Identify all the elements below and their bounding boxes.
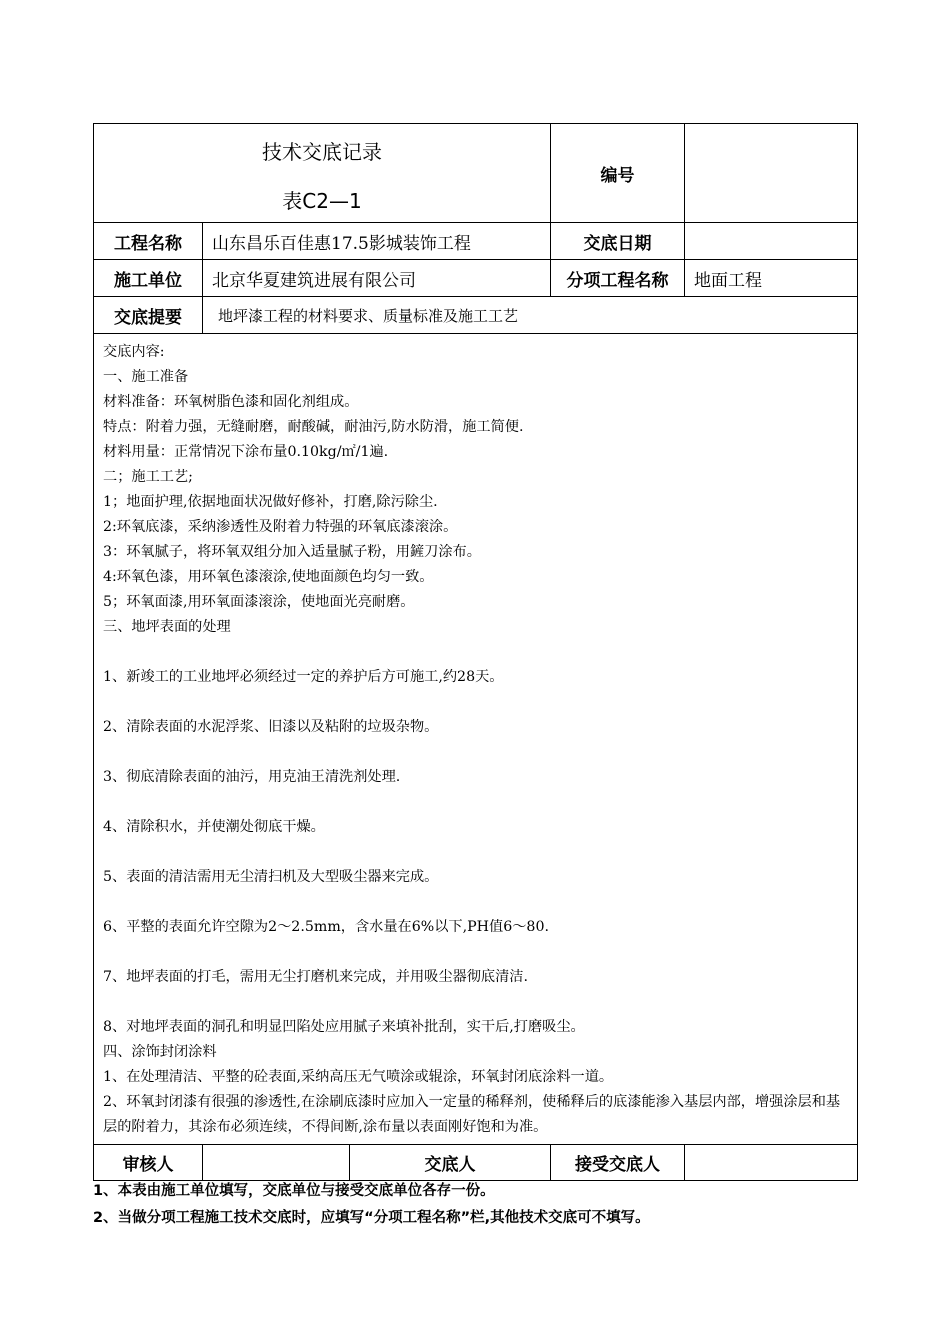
content-line <box>103 640 849 665</box>
content-line: 3：环氧腻子，将环氧双组分加入适量腻子粉，用鏟刀涂布。 <box>103 544 481 560</box>
date-label: 交底日期 <box>551 223 685 260</box>
reviewer-field[interactable] <box>203 1145 350 1181</box>
date-field[interactable] <box>685 223 858 260</box>
content-line: 四、涂饰封闭涂料 <box>103 1044 217 1060</box>
briefing-content <box>94 334 858 1145</box>
content-line: 材料用量：正常情况下涂布量0.10kg/㎡/1遍. <box>103 444 389 460</box>
contractor-value[interactable]: 北京华夏建筑进展有限公司 <box>203 260 551 297</box>
number-label: 编号 <box>551 124 685 223</box>
receiver-label: 接受交底人 <box>551 1145 685 1181</box>
content-line: 4:环氧色漆，用环氧色漆滚涂,使地面颜色均匀一致。 <box>103 569 434 585</box>
content-line: 4、清除积水，并使潮处彻底干燥。 <box>103 819 325 835</box>
summary-value[interactable]: 地坪漆工程的材料要求、质量标准及施工工艺 <box>203 297 858 334</box>
content-line <box>103 890 849 915</box>
content-line <box>103 690 849 715</box>
content-line: 1；地面护理,依据地面状况做好修补，打磨,除污除尘. <box>103 494 438 510</box>
content-line: 1、新竣工的工业地坪必须经过一定的养护后方可施工,约28天。 <box>103 669 504 685</box>
content-line: 2:环氧底漆，采纳渗透性及附着力特强的环氧底漆滚涂。 <box>103 519 458 535</box>
receiver-field[interactable] <box>685 1145 858 1181</box>
summary-label: 交底提要 <box>94 297 203 334</box>
content-line: 1、在处理清洁、平整的砼表面,采纳高压无气喷涂或辊涂，环氧封闭底涂料一道。 <box>103 1069 614 1085</box>
content-line: 一、施工准备 <box>103 369 189 385</box>
content-line: 8、对地坪表面的洞孔和明显凹陷处应用腻子来填补批刮，实干后,打磨吸尘。 <box>103 1019 585 1035</box>
form-title: 技术交底记录 <box>262 140 382 164</box>
note-2: 2、当做分项工程施工技术交底时，应填写“分项工程名称”栏,其他技术交底可不填写。 <box>93 1210 650 1226</box>
content-paragraph: 2、环氧封闭漆有很强的渗透性,在涂刷底漆时应加入一定量的稀释剂，使稀释后的底漆能渗入基层内部，增强涂层和基层的附着力，其涂布必须连续，不得间断,涂布量以表面刚好饱和为准。 <box>103 1094 841 1135</box>
content-line <box>103 840 849 865</box>
content-line: 交底内容: <box>103 344 165 360</box>
subproject-label: 分项工程名称 <box>551 260 685 297</box>
note-1: 1、本表由施工单位填写，交底单位与接受交底单位各存一份。 <box>93 1183 495 1199</box>
content-line <box>103 990 849 1015</box>
content-line: 特点：附着力强，无缝耐磨，耐酸碱，耐油污,防水防滑，施工简便. <box>103 419 524 435</box>
content-line: 5；环氧面漆,用环氧面漆滚涂，使地面光亮耐磨。 <box>103 594 415 610</box>
content-lines <box>103 340 849 1090</box>
subproject-value[interactable]: 地面工程 <box>685 260 858 297</box>
content-line: 2、清除表面的水泥浮浆、旧漆以及粘附的垃圾杂物。 <box>103 719 439 735</box>
contractor-label: 施工单位 <box>94 260 203 297</box>
project-name-label: 工程名称 <box>94 223 203 260</box>
content-line: 5、表面的清洁需用无尘清扫机及大型吸尘器来完成。 <box>103 869 439 885</box>
project-name-value[interactable]: 山东昌乐百佳惠17.5影城装饰工程 <box>203 223 551 260</box>
content-line <box>103 740 849 765</box>
content-line: 3、彻底清除表面的油污，用克油王清洗剂处理. <box>103 769 401 785</box>
content-line: 三、地坪表面的处理 <box>103 619 231 635</box>
form-title-cell <box>94 124 551 223</box>
technical-briefing-form <box>93 123 857 1181</box>
content-line: 6、平整的表面允许空隙为2～2.5mm，含水量在6%以下,PH值6～80. <box>103 919 549 935</box>
content-line: 材料准备：环氧树脂色漆和固化剂组成。 <box>103 394 359 410</box>
presenter-label: 交底人 <box>350 1145 551 1181</box>
number-field[interactable] <box>685 124 858 223</box>
form-notes <box>93 1178 893 1232</box>
reviewer-label: 审核人 <box>94 1145 203 1181</box>
content-line <box>103 790 849 815</box>
content-line: 二；施工工艺; <box>103 469 193 485</box>
form-code: 表C2—1 <box>282 189 362 213</box>
form-table <box>93 123 858 1181</box>
content-line <box>103 940 849 965</box>
content-line: 7、地坪表面的打毛，需用无尘打磨机来完成，并用吸尘器彻底清洁. <box>103 969 528 985</box>
